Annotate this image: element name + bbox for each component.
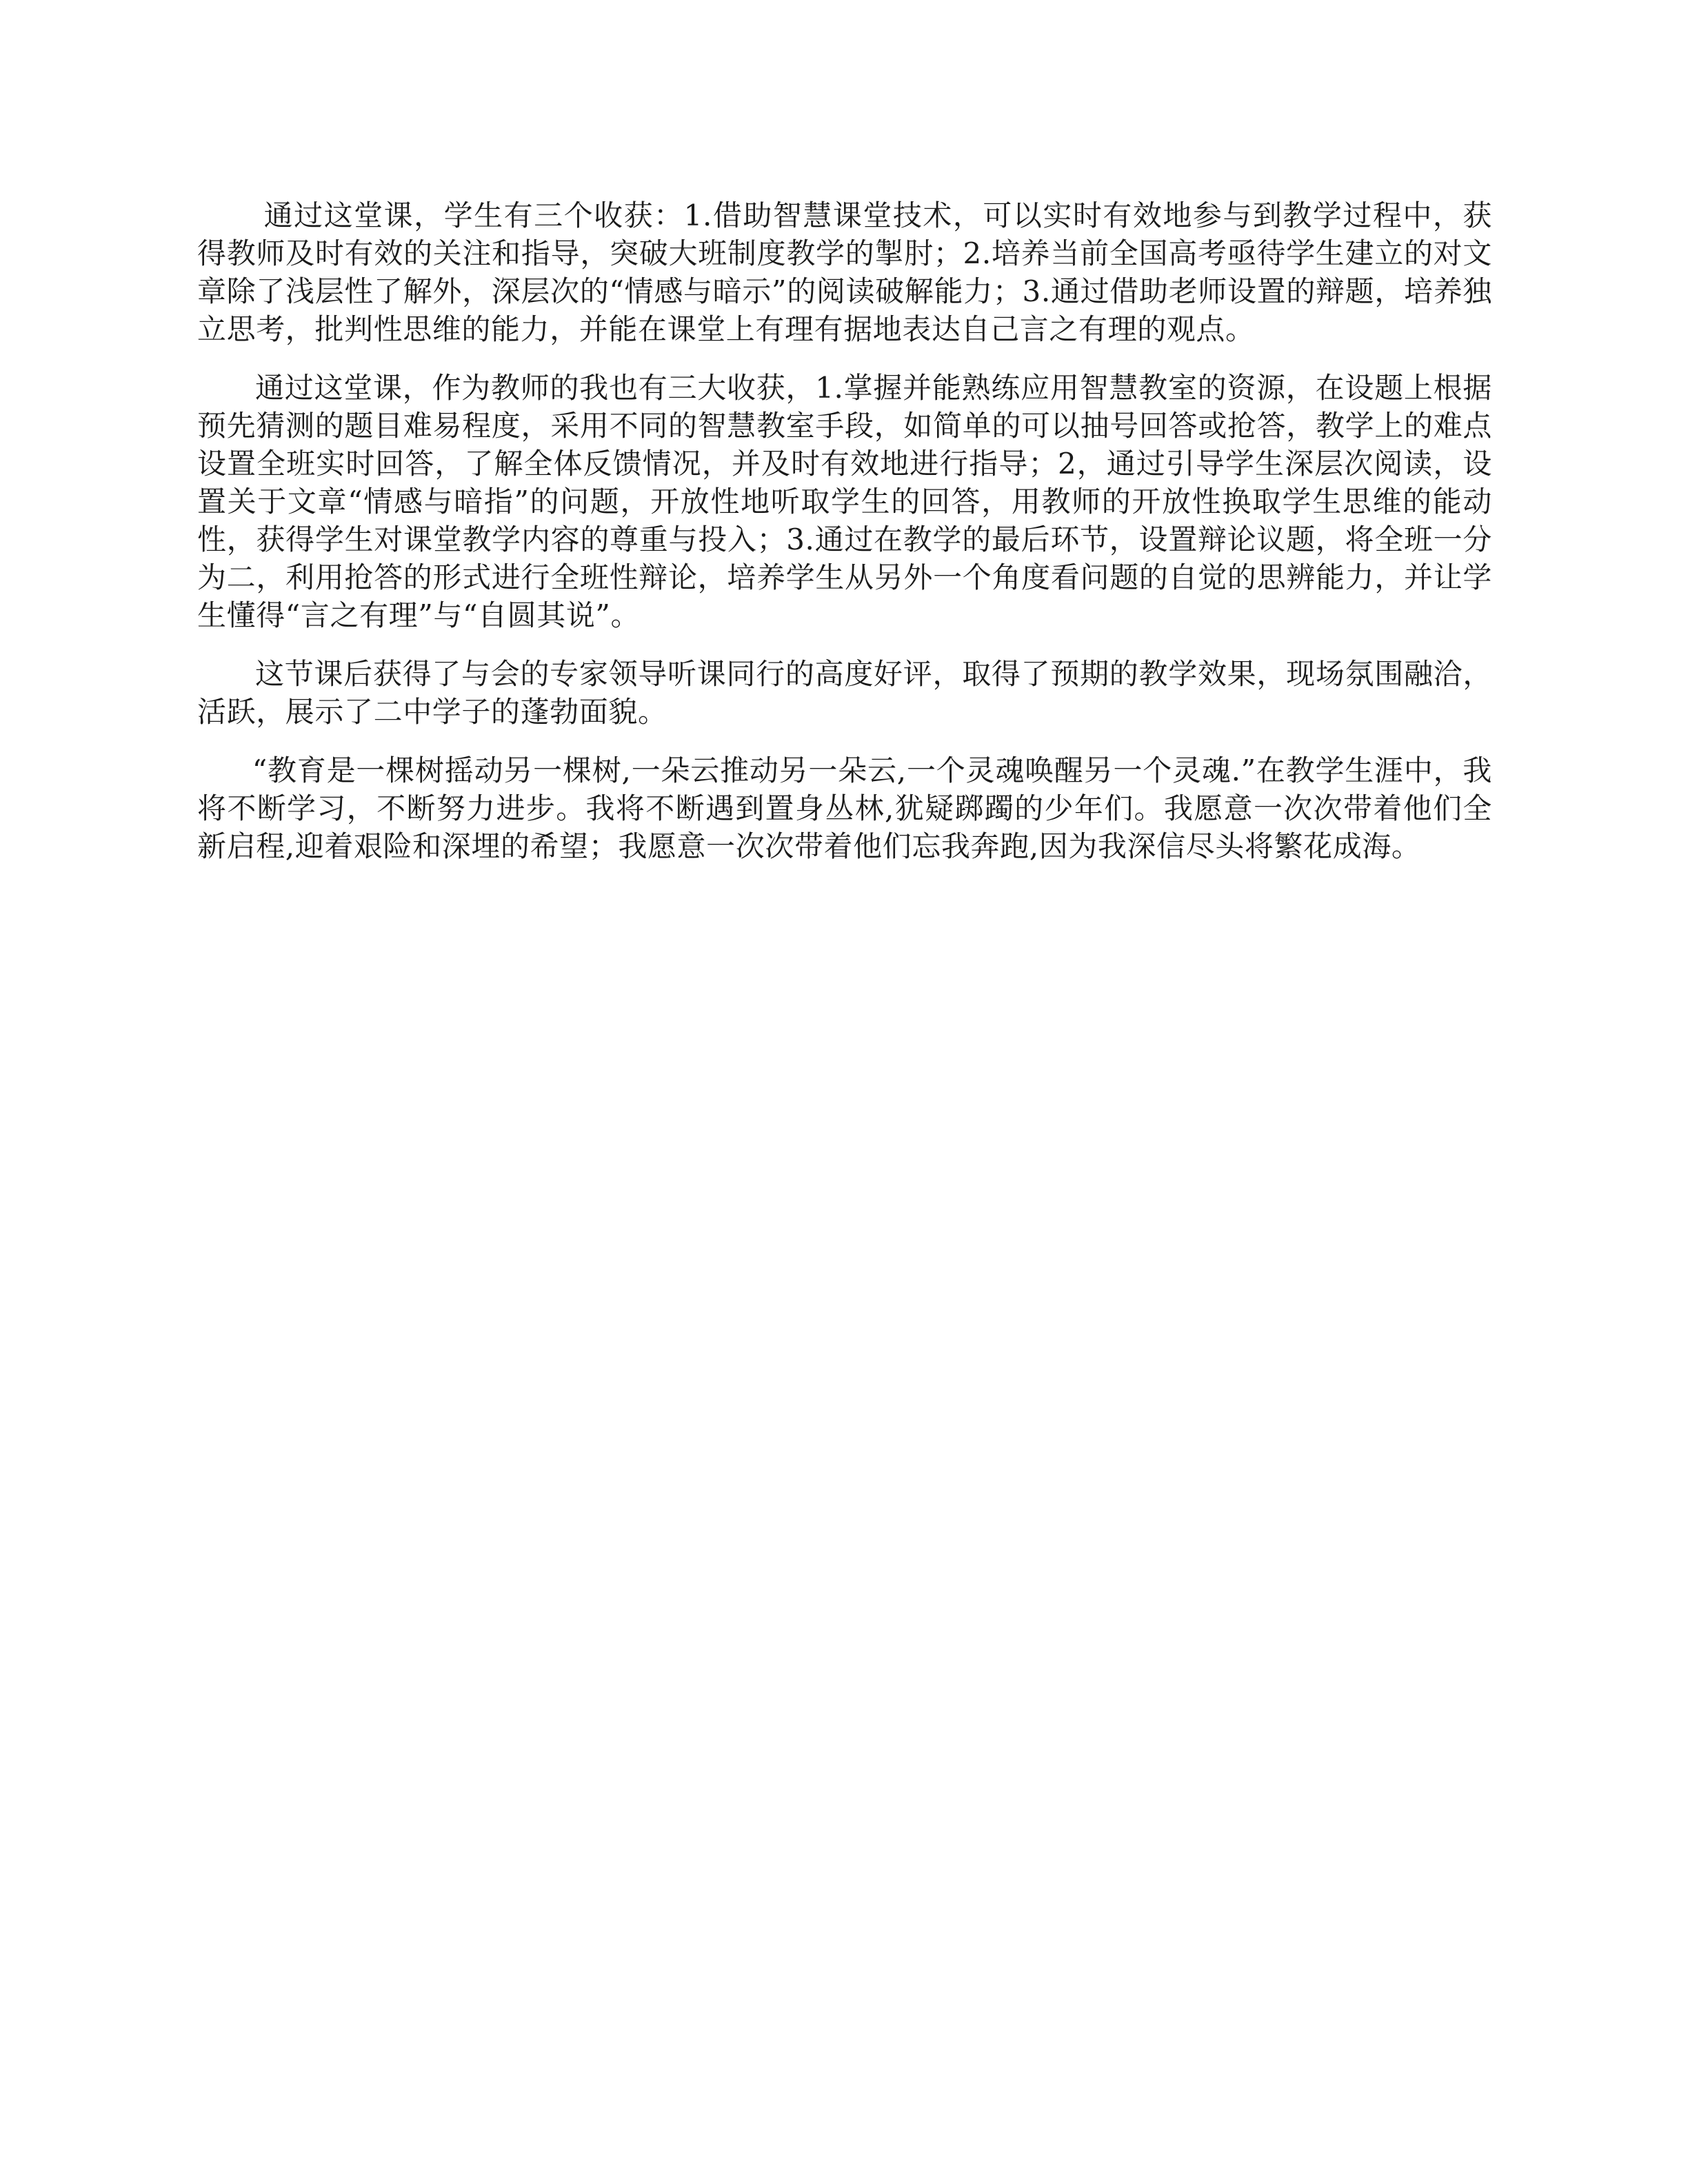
paragraph-evaluation: 这节课后获得了与会的专家领导听课同行的高度好评，取得了预期的教学效果，现场氛围融洽，活跃，展示了二中学子的蓬勃面貌。 (197, 657, 1492, 729)
document-body (197, 196, 1492, 886)
paragraph-student-gains: 通过这堂课，学生有三个收获：1.借助智慧课堂技术，可以实时有效地参与到教学过程中，获得教师及时有效的关注和指导，突破大班制度教学的掣肘；2.培养当前全国高考亟待学生建立的对文章除了浅层性了解外，深层次的“情感与暗示”的阅读破解能力；3.通过借助老师设置的辩题，培养独立思考，批判性思维的能力，并能在课堂上有理有据地表达自己言之有理的观点。 (197, 199, 1492, 346)
paragraph-teacher-gains: 通过这堂课，作为教师的我也有三大收获，1.掌握并能熟练应用智慧教室的资源，在设题上根据预先猜测的题目难易程度，采用不同的智慧教室手段，如简单的可以抽号回答或抢答，教学上的难点设置全班实时回答，了解全体反馈情况，并及时有效地进行指导；2，通过引导学生深层次阅读，设置关于文章“情感与暗指”的问题，开放性地听取学生的回答，用教师的开放性换取学生思维的能动性，获得学生对课堂教学内容的尊重与投入；3.通过在教学的最后环节，设置辩论议题，将全班一分为二，利用抢答的形式进行全班性辩论，培养学生从另外一个角度看问题的自觉的思辨能力，并让学生懂得“言之有理”与“自圆其说”。 (197, 371, 1492, 632)
paragraph-closing-quote: “教育是一棵树摇动另一棵树,一朵云推动另一朵云,一个灵魂唤醒另一个灵魂.”在教学生涯中，我将不断学习，不断努力进步。我将不断遇到置身丛林,犹疑踯躅的少年们。我愿意一次次带着他们全新启程,迎着艰险和深埋的希望；我愿意一次次带着他们忘我奔跑,因为我深信尽头将繁花成海。 (197, 754, 1492, 863)
